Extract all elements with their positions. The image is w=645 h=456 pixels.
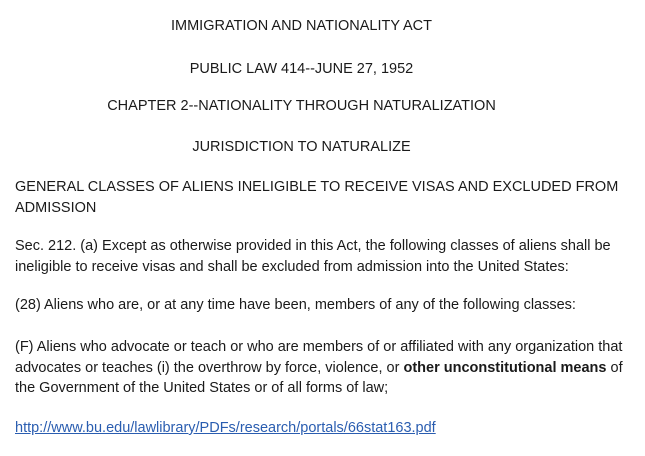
clause-f-line-2 xyxy=(15,360,623,376)
clause-f-bold-phrase: other unconstitutional means xyxy=(403,359,607,376)
public-law-line: PUBLIC LAW 414--JUNE 27, 1952 xyxy=(189,61,414,77)
clause-f-paragraph xyxy=(15,337,635,399)
act-title: IMMIGRATION AND NATIONALITY ACT xyxy=(170,18,433,34)
clause-f-line-1: (F) Aliens who advocate or teach or who are members of or affiliated with any organization that xyxy=(15,339,623,355)
source-link[interactable]: http://www.bu.edu/lawlibrary/PDFs/research/portals/66stat163.pdf xyxy=(15,420,436,436)
section-212-line-1: Sec. 212. (a) Except as otherwise provided in this Act, the following classes of aliens shall be xyxy=(15,238,611,254)
clause-f-line-2-after: of xyxy=(606,359,623,376)
jurisdiction-heading: JURISDICTION TO NATURALIZE xyxy=(192,139,411,155)
clause-f-line-2-before: advocates or teaches (i) the overthrow by force, violence, or xyxy=(15,359,404,376)
clause-28-text: (28) Aliens who are, or at any time have been, members of any of the following classes: xyxy=(15,297,576,313)
section-heading-line-1: GENERAL CLASSES OF ALIENS INELIGIBLE TO RECEIVE VISAS AND EXCLUDED FROM xyxy=(15,179,619,195)
chapter-heading: CHAPTER 2--NATIONALITY THROUGH NATURALIZATION xyxy=(107,98,496,114)
clause-f-line-3: the Government of the United States or of all forms of law; xyxy=(15,380,389,396)
section-212-line-2: ineligible to receive visas and shall be excluded from admission into the United States: xyxy=(15,258,569,275)
source-link-container xyxy=(15,418,635,439)
clause-28-paragraph xyxy=(15,295,635,316)
section-heading xyxy=(15,177,635,218)
section-heading-line-2: ADMISSION xyxy=(15,199,97,216)
section-212-paragraph xyxy=(15,236,635,277)
